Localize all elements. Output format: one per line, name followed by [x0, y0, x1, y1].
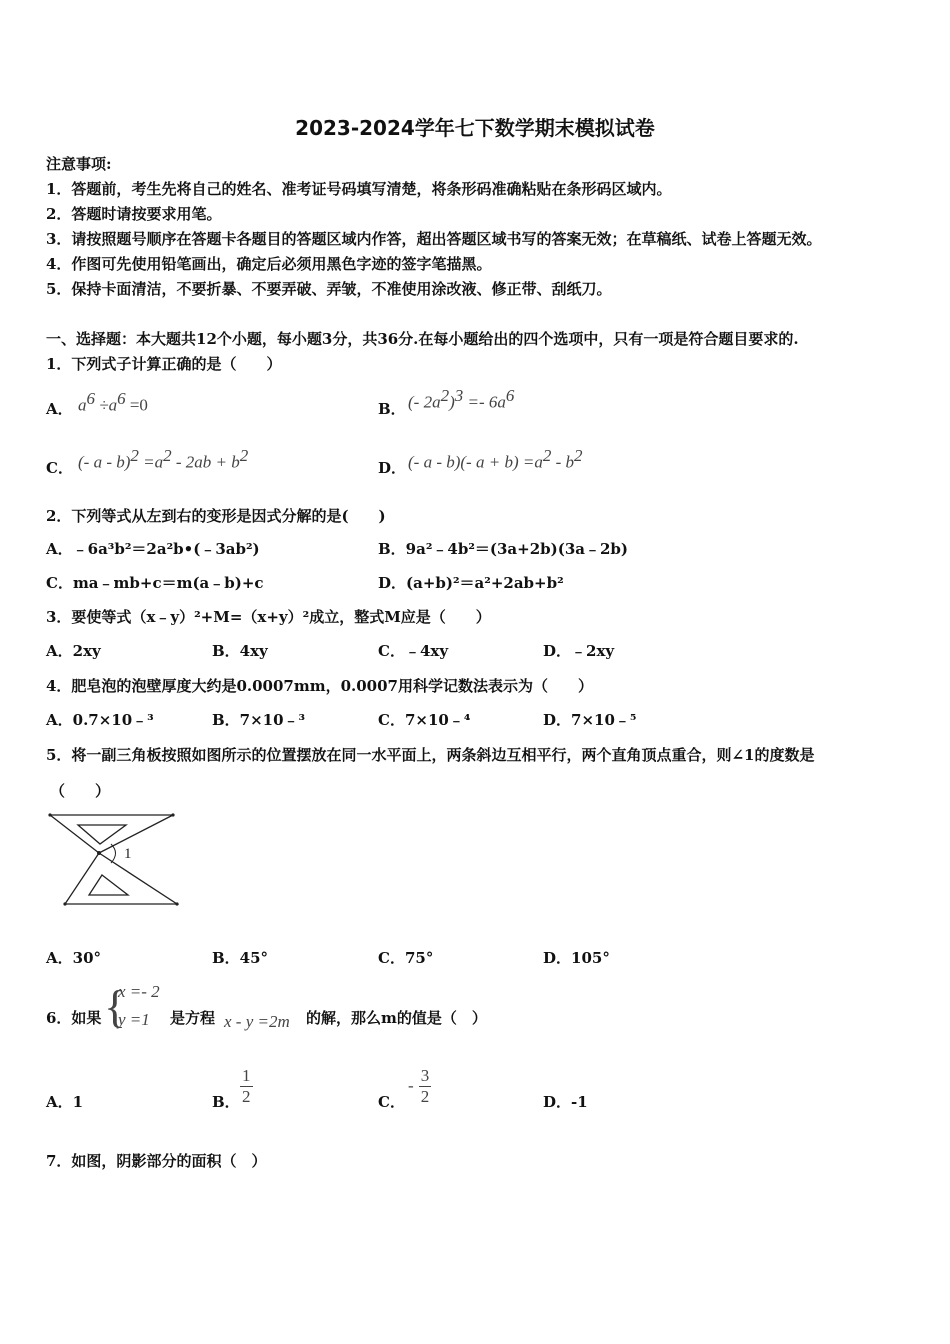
q2-option-b: B．9a²﹣4b²＝(3a+2b)(3a﹣2b) [378, 540, 629, 558]
lower-inner-triangle [89, 875, 128, 895]
q3-option-c: C．﹣4xy [378, 642, 449, 660]
q1-option-a-label: A． [46, 400, 73, 418]
question-6-equation: x - y =2m [224, 1012, 290, 1031]
question-4-stem: 4．肥皂泡的泡壁厚度大约是0.0007mm，0.0007用科学记数法表示为（ ） [46, 677, 593, 695]
vertex-dot [48, 813, 51, 816]
question-1-stem: 1．下列式子计算正确的是（ ） [46, 355, 282, 373]
notice-item: 5．保持卡面清洁，不要折暴、不要弄破、弄皱，不准使用涂改液、修正带、刮纸刀。 [46, 280, 612, 298]
q6-option-c-fraction: - $\frac{3}{2}$ [408, 1066, 430, 1106]
question-6-suffix: 的解，那么m的值是（ ） [306, 1009, 487, 1027]
q3-option-b: B．4xy [212, 642, 268, 660]
question-3-stem: 3．要使等式（x﹣y）²+M=（x+y）²成立，整式M应是（ ） [46, 608, 491, 626]
q1-option-b-label: B． [378, 400, 406, 418]
q1-option-a-formula: $a^6 \div a^6 =0$ [78, 389, 148, 415]
q4-option-a: A．0.7×10﹣³ [46, 711, 154, 729]
question-6-mid: 是方程 [170, 1009, 216, 1027]
notice-item: 1．答题前，考生先将自己的姓名、准考证号码填写清楚，将条形码准确粘贴在条形码区域内。 [46, 180, 672, 198]
angle-1-label: 1 [124, 846, 132, 862]
q1-option-d-label: D． [378, 459, 407, 477]
q6-option-c-label: C． [378, 1093, 405, 1111]
q1-option-c-formula: (- $a - b)^2 =a^2 - 2ab + b^2$ [78, 446, 249, 472]
q5-option-b: B．45° [212, 949, 269, 967]
q3-option-a: A．2xy [46, 642, 101, 660]
q1-option-d-formula: (- a - b)(- $a + b) =a^2 - b^2$ [408, 446, 583, 472]
q2-option-a: A．﹣6a³b²＝2a²b•(﹣3ab²) [46, 540, 260, 558]
page-title: 2023-2024学年七下数学期末模拟试卷 [295, 116, 655, 140]
q4-option-c: C．7×10﹣⁴ [378, 711, 471, 729]
triangles-figure [44, 808, 194, 910]
q1-option-c-label: C． [46, 459, 73, 477]
q6-option-d: D．-1 [543, 1093, 588, 1111]
vertex-dot [171, 813, 174, 816]
q6-option-b-fraction: $\frac{1}{2}$ [242, 1066, 251, 1106]
system-equation-2: y =1 [118, 1010, 150, 1029]
question-5-stem-blank: （ ） [50, 782, 111, 800]
notice-heading: 注意事项: [46, 155, 112, 173]
question-6-prefix: 6．如果 [46, 1009, 102, 1027]
q5-option-a: A．30° [46, 949, 102, 967]
q2-option-c: C．ma﹣mb+c＝m(a﹣b)+c [46, 574, 264, 592]
q3-option-d: D．﹣2xy [543, 642, 615, 660]
upper-inner-triangle [78, 825, 126, 844]
notice-item: 2．答题时请按要求用笔。 [46, 205, 222, 223]
question-7-stem: 7．如图，阴影部分的面积（ ） [46, 1152, 267, 1170]
vertex-dot [63, 902, 66, 905]
q5-option-d: D．105° [543, 949, 610, 967]
q6-option-a: A．1 [46, 1093, 84, 1111]
q1-option-b-formula: (- $2a^2)^3 =- 6a^6$ [408, 386, 515, 412]
section-heading: 一、选择题：本大题共12个小题，每小题3分，共36分.在每小题给出的四个选项中，只有一项是符合题目要求的. [46, 330, 799, 348]
q2-option-d: D．(a+b)²＝a²+2ab+b² [378, 574, 564, 592]
question-5-stem: 5．将一副三角板按照如图所示的位置摆放在同一水平面上，两条斜边互相平行，两个直角顶点重合，则∠1的度数是 [46, 746, 815, 764]
q5-option-c: C．75° [378, 949, 434, 967]
system-equation-1: x =- 2 [118, 982, 160, 1001]
q4-option-b: B．7×10﹣³ [212, 711, 306, 729]
vertex-dot [175, 902, 178, 905]
question-2-stem: 2．下列等式从左到右的变形是因式分解的是( ) [46, 507, 386, 525]
q4-option-d: D．7×10﹣⁵ [543, 711, 637, 729]
notice-item: 4．作图可先使用铅笔画出，确定后必须用黑色字迹的签字笔描黑。 [46, 255, 492, 273]
notice-item: 3．请按照题号顺序在答题卡各题目的答题区域内作答，超出答题区域书写的答案无效；在草稿纸、试卷上答题无效。 [46, 230, 822, 248]
q6-option-b-label: B． [212, 1093, 240, 1111]
system-brace: { [104, 981, 127, 1032]
vertex-dot [97, 851, 101, 855]
